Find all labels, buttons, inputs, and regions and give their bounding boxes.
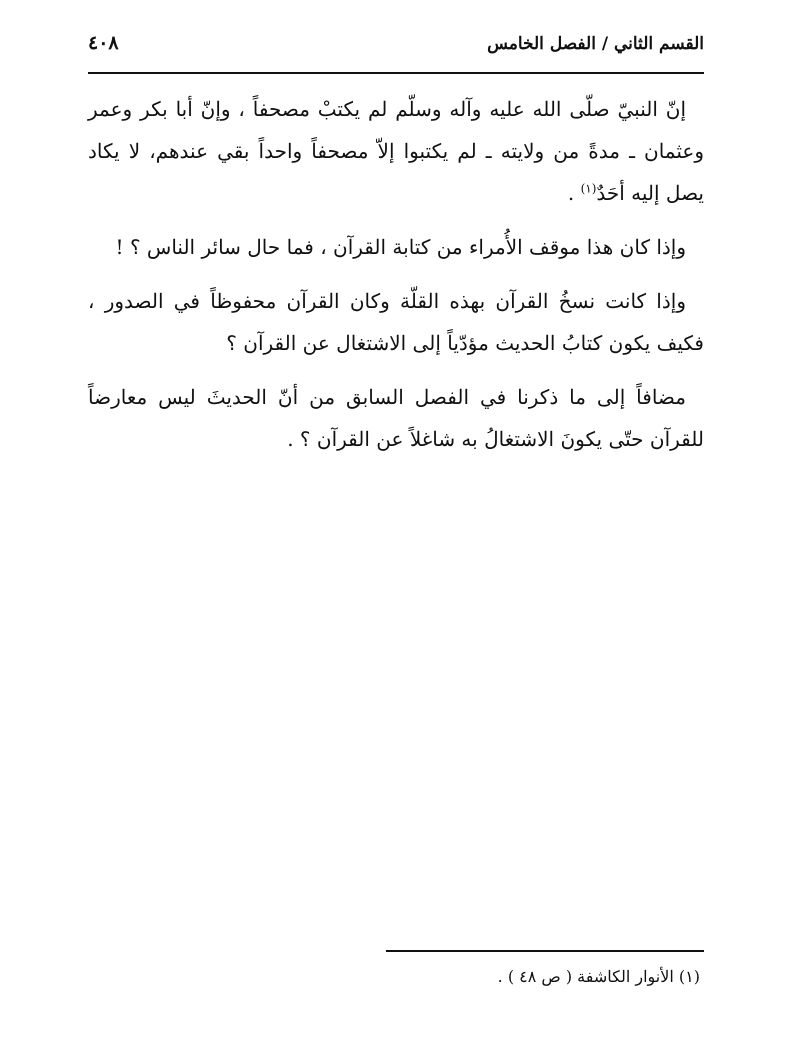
page-number: ٤٠٨ bbox=[88, 32, 119, 54]
footnote-divider bbox=[386, 950, 704, 952]
page-header bbox=[88, 30, 704, 70]
running-header-title: القسم الثاني / الفصل الخامس bbox=[487, 34, 704, 54]
paragraph-3: وإذا كانت نسخُ القرآن بهذه القلّة وكان القرآن محفوظاً في الصدور ، فكيف يكون كتابُ الحديث مؤدّياً إلى الاشتغال عن القرآن ؟ bbox=[88, 289, 704, 355]
paragraph-4: مضافاً إلى ما ذكرنا في الفصل السابق من أنّ الحديثَ ليس معارضاً للقرآن حتّى يكونَ الاشتغالُ به شاغلاً عن القرآن ؟ . bbox=[88, 385, 704, 451]
footnote: (١) الأنوار الكاشفة ( ص ٤٨ ) . bbox=[497, 967, 700, 986]
paragraph-1-tail: . bbox=[567, 181, 581, 205]
main-text bbox=[88, 88, 704, 472]
paragraph-1-text: إنّ النبيّ صلّى الله عليه وآله وسلّم لم يكتبْ مصحفاً ، وإنّ أبا بكر وعمر وعثمان ـ مدةً من ولايته ـ لم يكتبوا إلاّ مصحفاً واحداً بقي عندهم، لا يكاد يصل إليه أحَدٌ bbox=[88, 97, 704, 205]
footnote-reference: (١) bbox=[580, 181, 597, 196]
paragraph-1 bbox=[88, 88, 704, 214]
header-divider bbox=[88, 72, 704, 74]
paragraph-2: وإذا كان هذا موقف الأُمراء من كتابة القرآن ، فما حال سائر الناس ؟ ! bbox=[115, 235, 686, 259]
